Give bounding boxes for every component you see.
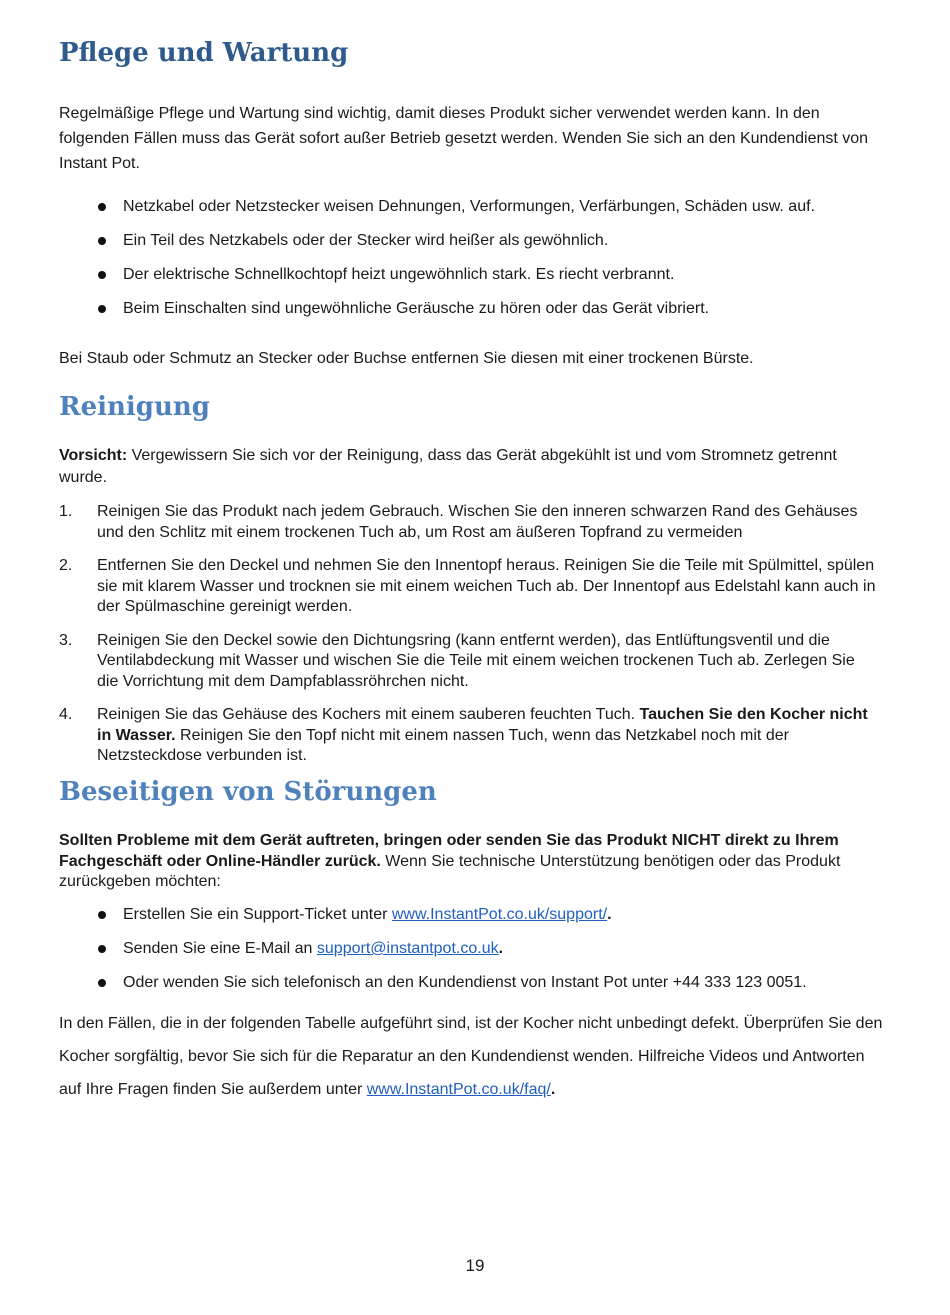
- bullet-dot: [98, 911, 106, 919]
- section-heading-stoerungen: Beseitigen von Störungen: [59, 777, 437, 807]
- troubleshooting-outro-paragraph: [59, 1007, 889, 1106]
- support-email-link[interactable]: support@instantpot.co.uk: [316, 940, 499, 957]
- bullet-dot: [98, 979, 106, 987]
- step-item: [59, 502, 879, 543]
- caution-label: Vorsicht:: [59, 447, 128, 464]
- list-item: [59, 230, 879, 252]
- list-item: [59, 196, 879, 218]
- list-item: [59, 904, 879, 926]
- support-ticket-link[interactable]: www.InstantPot.co.uk/support/: [391, 906, 608, 923]
- faq-link[interactable]: www.InstantPot.co.uk/faq/: [366, 1081, 551, 1098]
- list-item-text: Senden Sie eine E-Mail an: [123, 940, 317, 957]
- list-item-text: Netzkabel oder Netzstecker weisen Dehnungen, Verformungen, Verfärbungen, Schäden usw. auf.: [123, 198, 815, 215]
- step-warning-bold: Tauchen Sie den Kocher nicht in Wasser.: [97, 706, 868, 744]
- outro-period: .: [550, 1081, 556, 1098]
- caution-text: Vergewissern Sie sich vor der Reinigung, dass das Gerät abgekühlt ist und vom Stromnetz getrennt wurde.: [59, 447, 837, 486]
- list-item-period: .: [498, 940, 504, 957]
- bullet-dot: [98, 945, 106, 953]
- step-item: [59, 556, 879, 618]
- list-item-text: Beim Einschalten sind ungewöhnliche Geräusche zu hören oder das Gerät vibriert.: [123, 300, 710, 317]
- list-item-text: Erstellen Sie ein Support-Ticket unter: [123, 906, 392, 923]
- bullet-dot: [98, 237, 106, 245]
- list-item: [59, 298, 879, 320]
- list-item-period: .: [607, 906, 612, 923]
- pflege-intro-paragraph: Regelmäßige Pflege und Wartung sind wichtig, damit dieses Produkt sicher verwendet werden kann. In den folgenden Fällen muss das Gerät sofort außer Betrieb gesetzt werden. Wenden Sie sich an den Kundendienst von Instant Pot.: [59, 105, 869, 172]
- troubleshooting-intro-bold: Sollten Probleme mit dem Gerät auftreten, bringen oder senden Sie das Produkt NICHT direkt zu Ihrem Fachgeschäft oder Online-Händler zurück.: [59, 832, 839, 870]
- dust-note-paragraph: Bei Staub oder Schmutz an Stecker oder Buchse entfernen Sie diesen mit einer trockenen Bürste.: [59, 350, 754, 367]
- step-text: Entfernen Sie den Deckel und nehmen Sie den Innentopf heraus. Reinigen Sie die Teile mit Spülmittel, spülen sie mit klarem Wasser und trocknen sie mit einem weichen Tuch ab. Der Innentopf aus Edelstahl kann auch in der Spülmaschine gereinigt werden.: [97, 557, 876, 615]
- step-number: 1.: [59, 503, 73, 520]
- section-heading-reinigung: Reinigung: [59, 392, 210, 422]
- troubleshooting-intro-text: Wenn Sie technische Unterstützung benötigen oder das Produkt zurückgeben möchten:: [59, 852, 841, 890]
- caution-paragraph: [59, 445, 874, 489]
- list-item: [59, 938, 879, 960]
- step-text: Reinigen Sie das Gehäuse des Kochers mit einem sauberen feuchten Tuch.: [97, 706, 640, 723]
- list-item-text: Oder wenden Sie sich telefonisch an den Kundendienst von Instant Pot unter +44 333 123 0051.: [123, 974, 807, 991]
- section-heading-pflege: Pflege und Wartung: [59, 38, 349, 68]
- list-item: [59, 972, 879, 994]
- step-item: [59, 631, 879, 693]
- bullet-dot: [98, 271, 106, 279]
- step-text: Reinigen Sie den Deckel sowie den Dichtungsring (kann entfernt werden), das Entlüftungsventil und die Ventilabdeckung mit Wasser und wischen Sie die Teile mit einem weichen trockenen Tuch ab. Zerlegen Sie die Vorrichtung mit dem Dampfablassröhrchen nicht.: [97, 631, 855, 690]
- bullet-dot: [98, 203, 106, 211]
- list-item-text: Ein Teil des Netzkabels oder der Stecker wird heißer als gewöhnlich.: [123, 232, 609, 249]
- step-text-after: Reinigen Sie den Topf nicht mit einem nassen Tuch, wenn das Netzkabel noch mit der Netzsteckdose verbunden ist.: [97, 726, 789, 764]
- support-bullet-list: [59, 904, 879, 1006]
- list-item-text: Der elektrische Schnellkochtopf heizt ungewöhnlich stark. Es riecht verbrannt.: [123, 266, 675, 283]
- bullet-dot: [98, 305, 106, 313]
- outro-text: In den Fällen, die in der folgenden Tabelle aufgeführt sind, ist der Kocher nicht unbedingt defekt. Überprüfen Sie den Kocher sorgfältig, bevor Sie sich für die Reparatur an den Kundendienst wenden. Hilfreiche Videos und Antworten auf Ihre Fragen finden Sie außerdem unter: [59, 1015, 883, 1098]
- step-item: [59, 705, 879, 767]
- troubleshooting-intro-paragraph: [59, 831, 874, 893]
- defect-bullet-list: [59, 196, 879, 332]
- page-number: 19: [465, 1256, 485, 1275]
- step-number: 3.: [59, 631, 73, 649]
- step-text: Reinigen Sie das Produkt nach jedem Gebrauch. Wischen Sie den inneren schwarzen Rand des Gehäuses und den Schlitz mit einem trockenen Tuch ab, um Rost am äußeren Topfrand zu vermeiden: [97, 503, 858, 541]
- step-number: 2.: [59, 557, 73, 574]
- list-item: [59, 264, 879, 286]
- step-number: 4.: [59, 706, 73, 723]
- cleaning-steps-list: [59, 502, 879, 780]
